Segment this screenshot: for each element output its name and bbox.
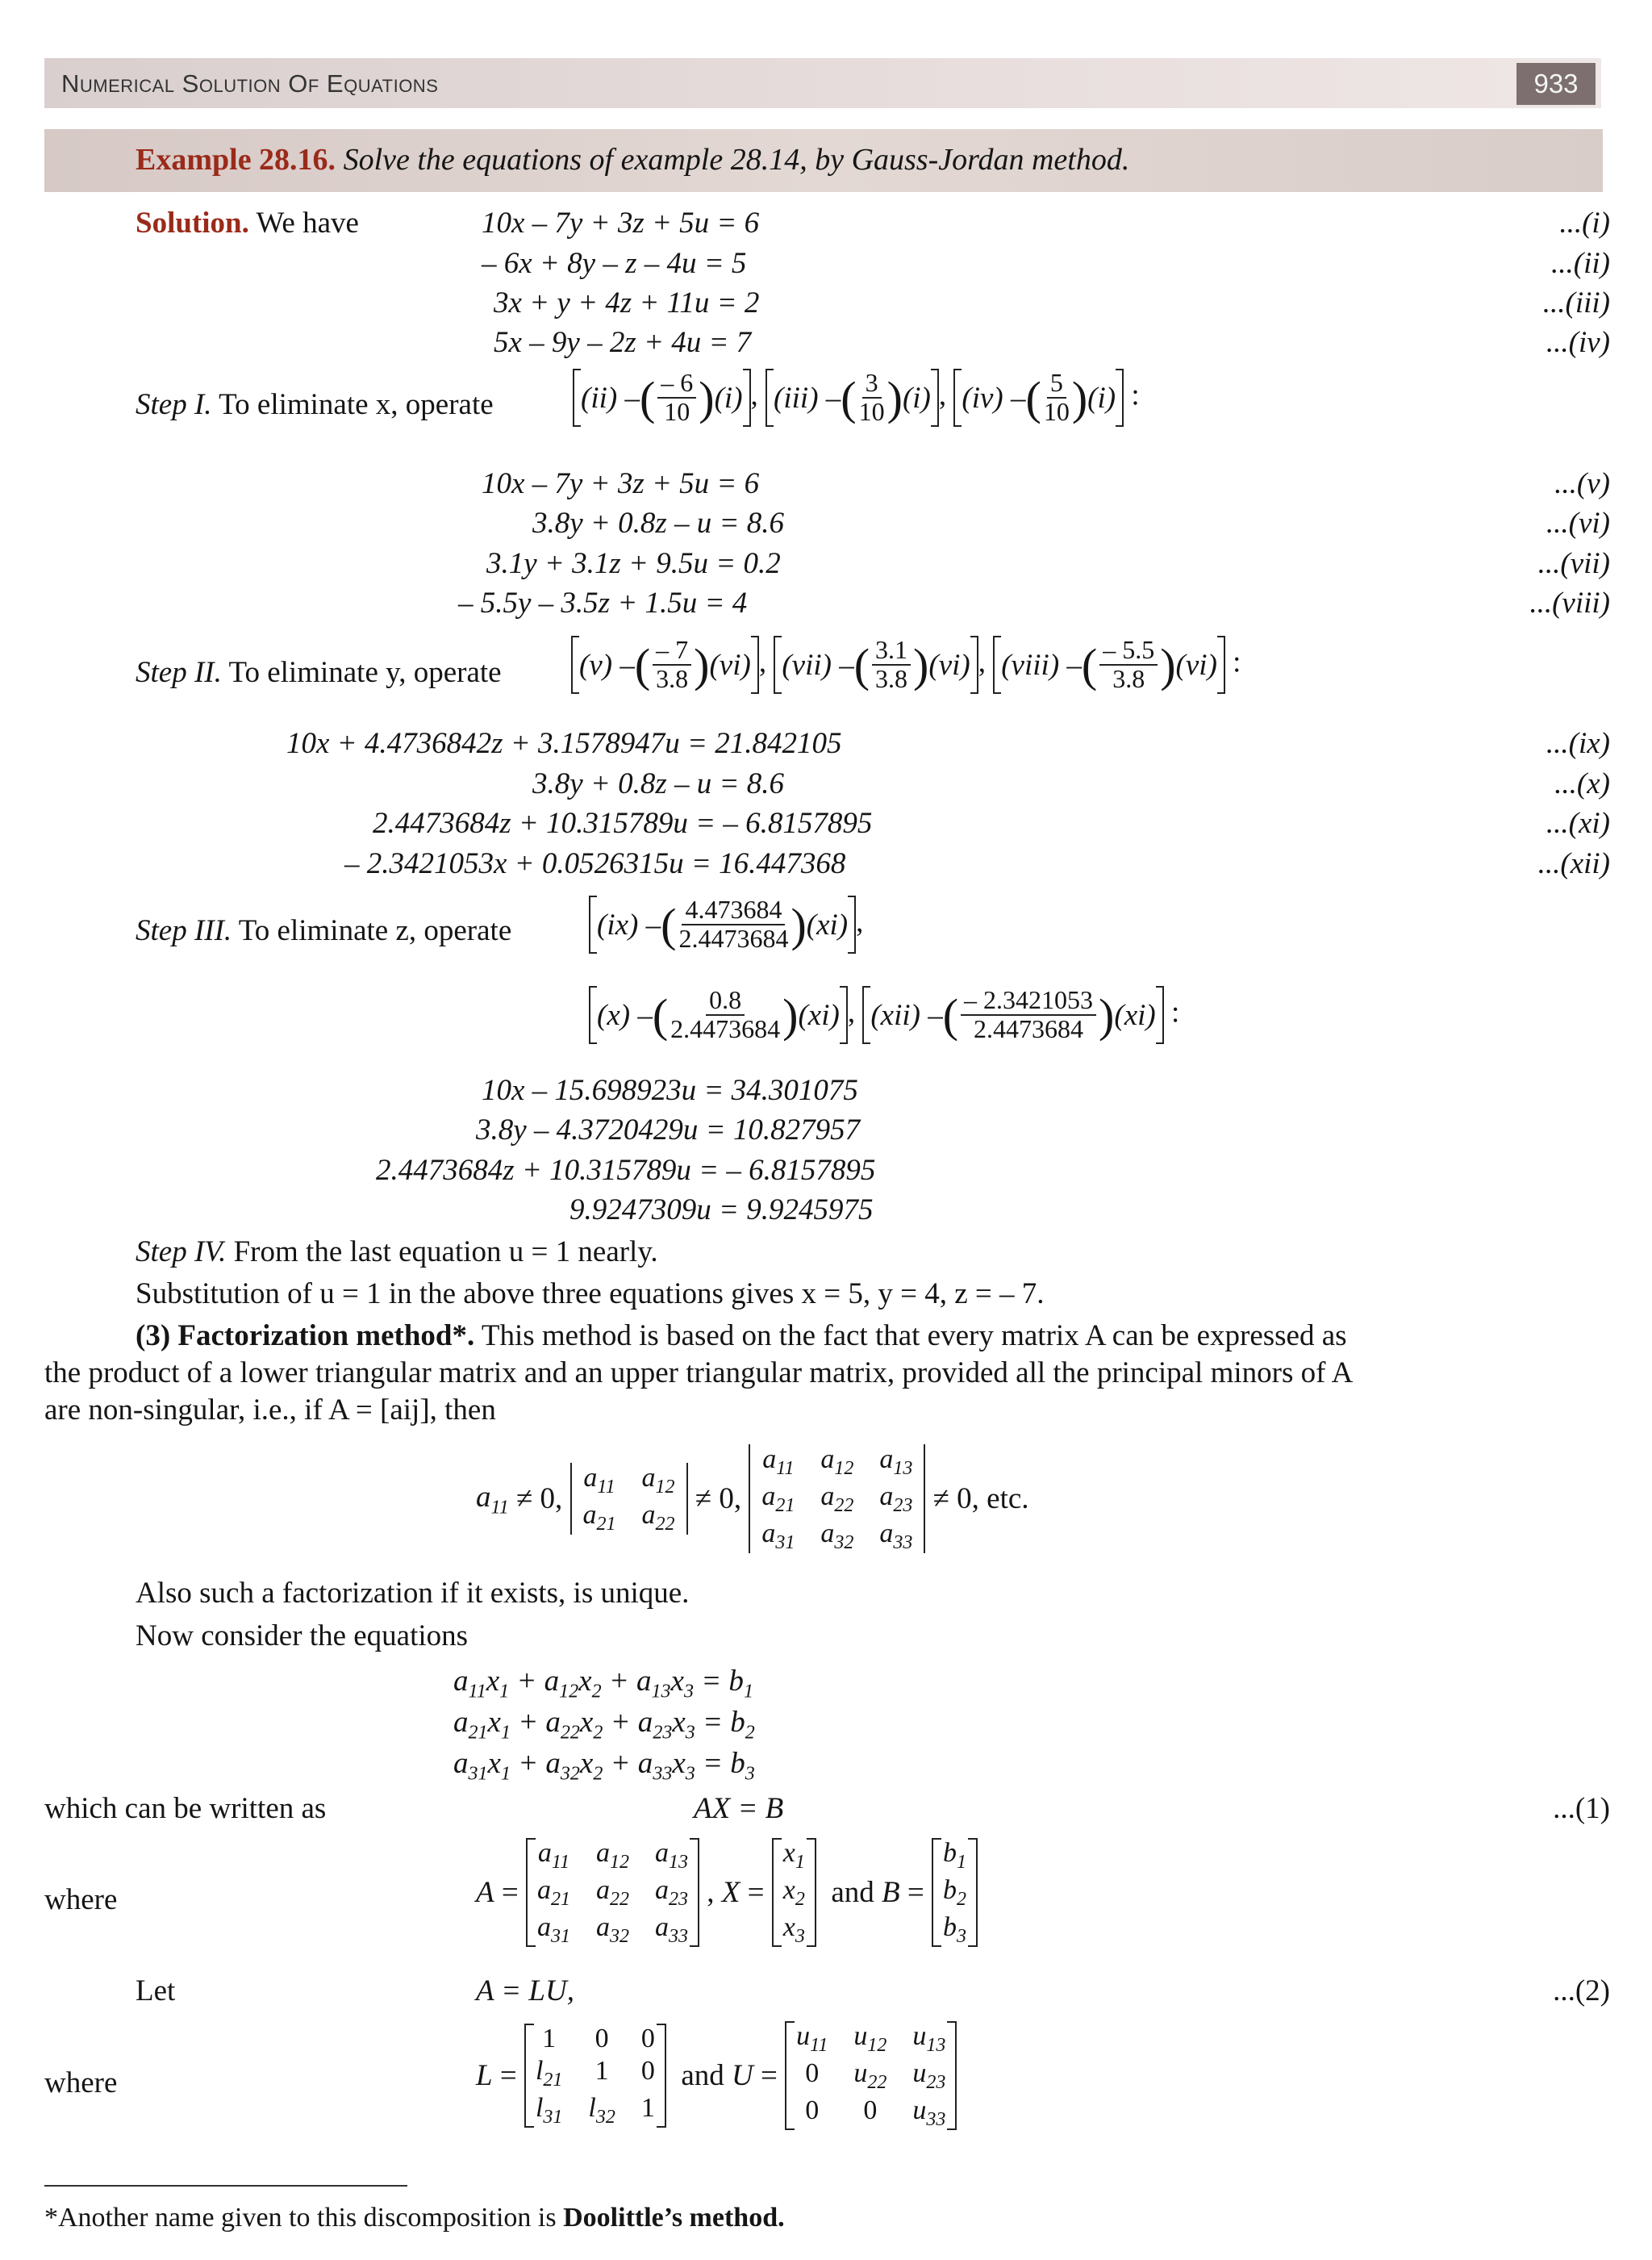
solution-intro-text: We have [256,207,359,240]
equation: 10x + 4.4736842z + 3.1578947u = 21.842105 [286,727,842,760]
equation: 5x – 9y – 2z + 4u = 7 [494,326,752,359]
equation-tag: ...(2) [1553,1974,1610,2007]
equation-tag: ...(ix) [1546,727,1610,760]
equation: 3x + y + 4z + 11u = 2 [494,286,760,320]
operation: (vii) – ( $\frac{3.1}{3.8}$ ) (vi) [774,636,978,694]
equation: 10x – 7y + 3z + 5u = 6 [482,207,760,240]
step4-text [136,1234,658,1269]
matrix-u: $u_{11}$ $u_{12}$ $u_{13}$ 0 $u_{22}$ $u_{23}$ 0 0 $u_{33}$ [785,2021,957,2130]
equation-tag: ...(x) [1554,767,1610,800]
step2-text [136,655,502,690]
and-text: and [681,2059,724,2093]
operation: (xii) – ( $\frac{- 2.3421053}{2.4473684}$ ) (xi) [862,986,1163,1044]
running-header-title: Numerical Solution Of Equations [61,69,439,98]
equation-tag: ...(iv) [1546,326,1610,359]
matrix-definitions: A = $a_{11}$ $a_{12}$ $a_{13}$ $a_{21}$ $a_{22}$ $a_{23}$ $a_{31}$ $a_{32}$ $a_{33}$ , X = $x_1$ $x_2$ $x_3$ and B = $b_1$ $b_2$ $b_3$ [476,1838,978,1947]
minor-3x3: $a_{11}$ $a_{12}$ $a_{13}$ $a_{21}$ $a_{22}$ $a_{23}$ $a_{31}$ $a_{32}$ $a_{33}$ [749,1444,925,1553]
footnote-bold: Doolittle’s method. [563,2203,785,2233]
step1-operations: (ii) – ( $\frac{- 6}{10}$ ) (i) , (iii) – ( $\frac{3}{10}$ ) (i) , (iv) – ( $\frac{5}{10}$ ) (i) : [573,369,1140,427]
footnote [44,2203,785,2233]
factorization-line-3: are non-singular, i.e., if A = [aij], then [44,1393,496,1427]
factorization-line-1 [136,1318,1347,1353]
operation: (ii) – ( $\frac{- 6}{10}$ ) (i) [573,369,751,427]
equation-tag: ...(v) [1554,467,1610,500]
equation: – 2.3421053x + 0.0526315u = 16.447368 [344,847,846,880]
minor-2x2: $a_{11}$ $a_{12}$ $a_{21}$ $a_{22}$ [570,1463,688,1535]
factorization-line-2: the product of a lower triangular matrix and an upper triangular matrix, provided all the principal minors of A [44,1356,1354,1389]
matrix-b: $b_1$ $b_2$ $b_3$ [932,1838,978,1947]
system-equation: $a_{21}x_1 + a_{22}x_2 + a_{23}x_3 = b_2$ [453,1706,755,1744]
equation: 3.8y + 0.8z – u = 8.6 [532,507,785,540]
step3-label: Step III. [136,914,232,947]
consider-text: Now consider the equations [136,1619,469,1652]
and-text: and [831,1876,874,1910]
factorization-heading: (3) Factorization method*. [136,1319,475,1352]
equation-tag: ...(1) [1553,1792,1610,1825]
equation-tag: ...(vi) [1546,507,1610,540]
page-number: 933 [1516,63,1596,105]
matrix-x: $x_1$ $x_2$ $x_3$ [772,1838,816,1947]
equation-tag: ...(xi) [1546,807,1610,840]
equation: 9.9247309u = 9.9245975 [569,1193,874,1226]
written-as-text: which can be written as [44,1792,327,1825]
equation: 2.4473684z + 10.315789u = – 6.8157895 [373,807,873,840]
step4-description: From the last equation u = 1 nearly. [233,1235,658,1268]
step1-text [136,387,494,422]
example-label: Example 28.16. [136,143,336,177]
step2-operations: (v) – ( $\frac{- 7}{3.8}$ ) (vi) , (vii) – ( $\frac{3.1}{3.8}$ ) (vi) , (viii) – ( $\frac{- 5.5}{3.8}$ ) (vi) : [571,636,1241,694]
operation: (x) – ( $\frac{0.8}{2.4473684}$ ) (xi) [589,986,848,1044]
operation: (iii) – ( $\frac{3}{10}$ ) (i) [766,369,939,427]
step4-label: Step IV. [136,1235,227,1268]
footnote-text: *Another name given to this discomposition is [44,2203,557,2233]
example-heading [136,142,1129,178]
step3-operation-1: (ix) – ( $\frac{4.473684}{2.4473684}$ ) (xi) , [589,896,863,954]
equation-tag: ...(ii) [1551,247,1610,280]
example-statement: Solve the equations of example 28.14, by Gauss-Jordan method. [343,143,1130,177]
equation: 3.1y + 3.1z + 9.5u = 0.2 [486,547,781,580]
equation: – 6x + 8y – z – 4u = 5 [482,247,747,280]
step3-text [136,913,511,948]
equation: – 5.5y – 3.5z + 1.5u = 4 [458,587,748,620]
step1-description: To eliminate x, operate [219,388,494,421]
equation: 3.8y + 0.8z – u = 8.6 [532,767,785,800]
footnote-rule [44,2185,407,2187]
step2-description: To eliminate y, operate [228,656,502,689]
minors-suffix: ≠ 0, etc. [932,1482,1029,1516]
solution-intro [136,206,359,240]
operation: (viii) – ( $\frac{- 5.5}{3.8}$ ) (vi) [993,636,1225,694]
lu-definitions: L = 1 0 0 $l_{21}$ 1 0 $l_{31}$ $l_{32}$ 1 and U = $u_{11}$ $u_{12}$ $u_{13}$ 0 $u_{22}$ $u_{23}$ 0 0 $u_{33}$ [476,2021,957,2130]
factorization-line-1-text: This method is based on the fact that every matrix A can be expressed as [481,1319,1347,1352]
matrix-equation: AX = B [694,1792,784,1825]
step1-label: Step I. [136,388,212,421]
operation: (iv) – ( $\frac{5}{10}$ ) (i) [953,369,1124,427]
step2-label: Step II. [136,656,222,689]
equation: 2.4473684z + 10.315789u = – 6.8157895 [376,1154,876,1187]
lu-equation: A = LU, [476,1974,574,2007]
equation-tag: ...(viii) [1529,587,1610,620]
equation: 10x – 15.698923u = 34.301075 [482,1074,858,1107]
operation: (ix) – ( $\frac{4.473684}{2.4473684}$ ) (xi) [589,896,856,954]
let-text: Let [136,1974,176,2007]
system-equation: $a_{31}x_1 + a_{32}x_2 + a_{33}x_3 = b_3$ [453,1747,755,1785]
where-text: where [44,1883,118,1916]
step3-description: To eliminate z, operate [238,914,512,947]
unique-text: Also such a factorization if it exists, is unique. [136,1577,690,1610]
solution-label: Solution. [136,207,249,240]
substitution-text: Substitution of u = 1 in the above three equations gives x = 5, y = 4, z = – 7. [136,1277,1045,1310]
matrix-a: $a_{11}$ $a_{12}$ $a_{13}$ $a_{21}$ $a_{22}$ $a_{23}$ $a_{31}$ $a_{32}$ $a_{33}$ [526,1838,699,1947]
equation-tag: ...(i) [1559,207,1610,240]
matrix-l: 1 0 0 $l_{21}$ 1 0 $l_{31}$ $l_{32}$ 1 [524,2024,666,2128]
principal-minors: $a_{11}$ ≠ 0, $a_{11}$ $a_{12}$ $a_{21}$ $a_{22}$ ≠ 0, $a_{11}$ $a_{12}$ $a_{13}$ $a_{21}$ $a_{22}$ $a_{23}$ $a_{31}$ $a_{32}$ $a_{33}$ ≠ 0, etc. [476,1444,1029,1553]
operation: (v) – ( $\frac{- 7}{3.8}$ ) (vi) [571,636,759,694]
equation: 10x – 7y + 3z + 5u = 6 [482,467,760,500]
equation: 3.8y – 4.3720429u = 10.827957 [476,1113,861,1147]
equation-tag: ...(vii) [1537,547,1610,580]
where-text-2: where [44,2066,118,2099]
step3-operation-2: (x) – ( $\frac{0.8}{2.4473684}$ ) (xi) , (xii) – ( $\frac{- 2.3421053}{2.4473684}$ ) (xi) : [589,986,1179,1044]
equation-tag: ...(iii) [1542,286,1610,320]
equation-tag: ...(xii) [1537,847,1610,880]
system-equation: $a_{11}x_1 + a_{12}x_2 + a_{13}x_3 = b_1$ [453,1665,753,1702]
